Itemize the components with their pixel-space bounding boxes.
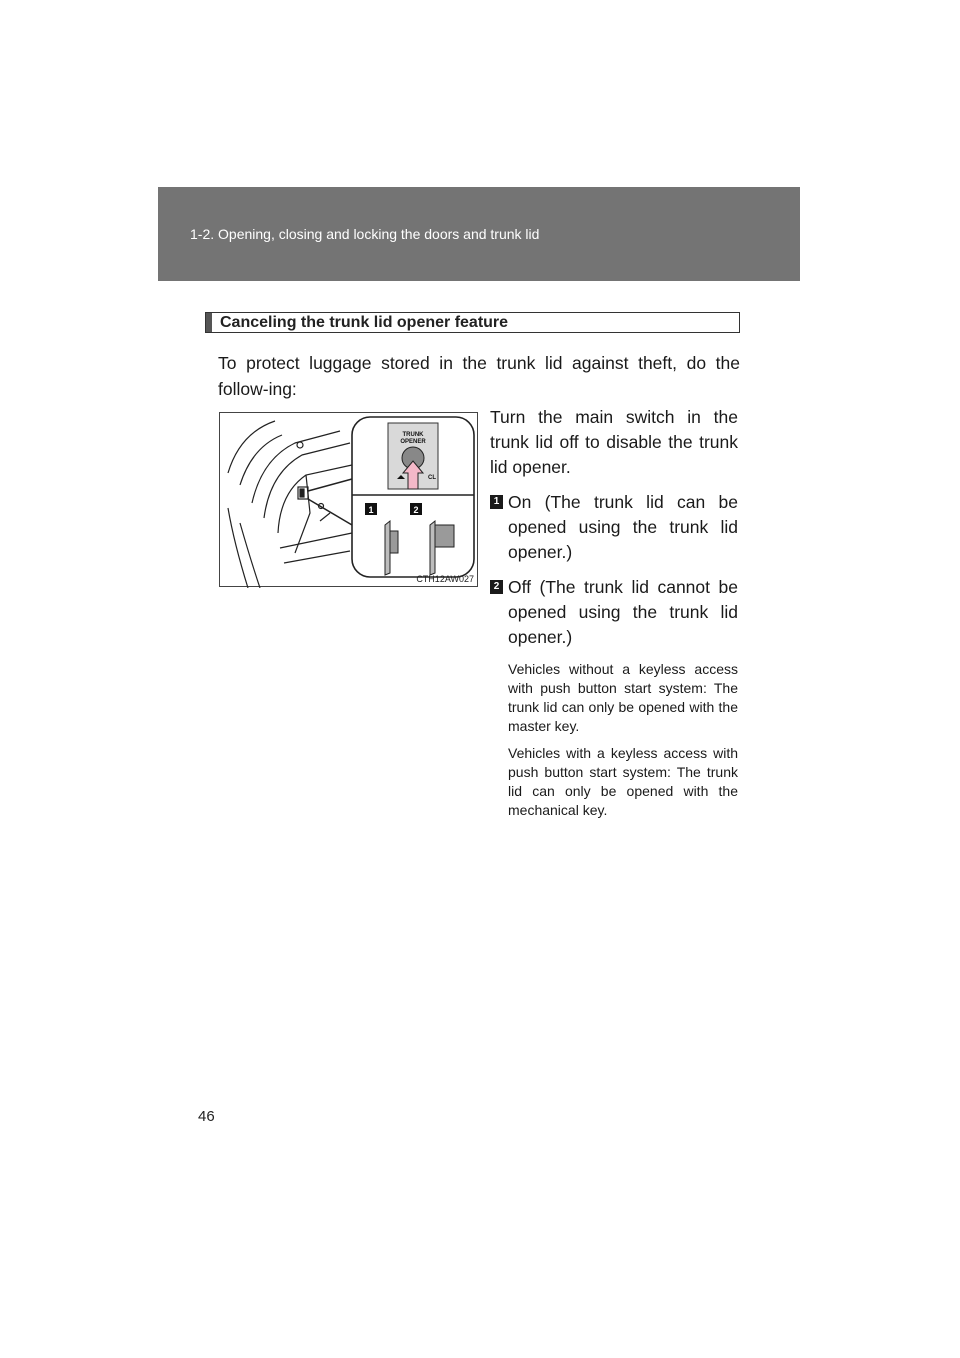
note-with-keyless: Vehicles with a keyless access with push button start system: The trunk lid can only be opened with the mechanical key. [508,745,738,818]
page-number: 46 [198,1108,215,1125]
section-title: Canceling the trunk lid opener feature [220,314,509,331]
section-heading [205,312,740,333]
main-instruction: Turn the main switch in the trunk lid off to disable the trunk lid opener. [490,407,738,477]
item-number-badge: 1 [490,495,503,509]
marker-1-label: 1 [368,505,374,515]
trunk-interior-lines [228,421,352,588]
trunk-illustration-svg [220,413,479,588]
instructions-column [490,405,738,828]
trunk-opener-illustration [219,412,478,587]
item-text: Off (The trunk lid cannot be opened using the trunk lid opener.) [508,577,738,647]
item-number-badge: 2 [490,580,503,594]
switch-label-line1: TRUNK [402,432,424,438]
list-item [490,575,738,650]
note-without-keyless: Vehicles without a keyless access with push button start system: The trunk lid can only be opened with the master key. [508,661,738,734]
switch-label-line2: OPENER [400,439,426,445]
marker-2-label: 2 [413,505,419,515]
figure-code: CTH12AW027 [416,574,474,584]
section-accent [206,313,212,332]
switch-mark: CL [428,475,436,481]
callout-lines [308,479,352,525]
item-text: On (The trunk lid can be opened using the trunk lid opener.) [508,492,738,562]
breadcrumb: 1-2. Opening, closing and locking the doors and trunk lid [190,226,540,242]
header-band [158,187,800,281]
intro-paragraph: To protect luggage stored in the trunk lid against theft, do the follow-ing: [218,353,740,399]
list-item [490,490,738,565]
